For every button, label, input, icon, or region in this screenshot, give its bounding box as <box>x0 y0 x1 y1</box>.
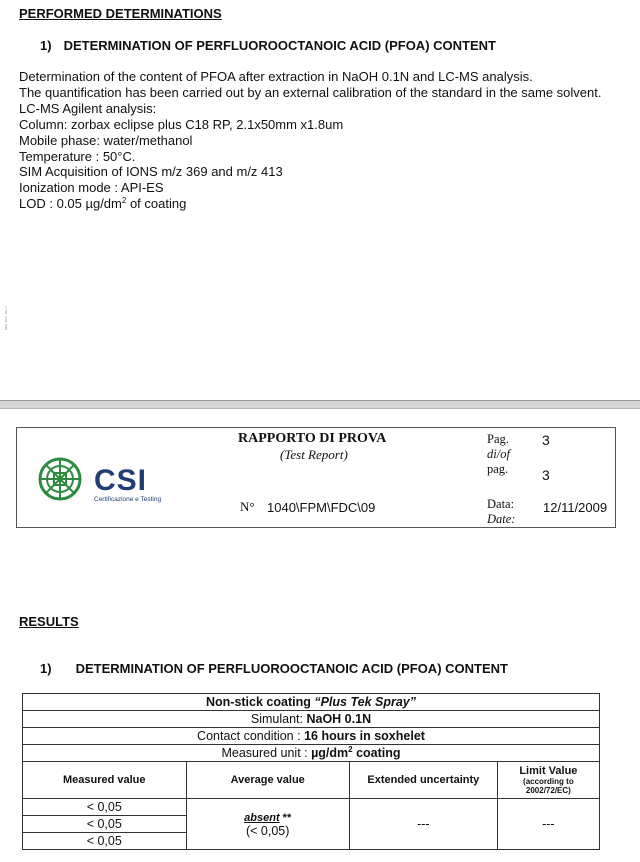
table-row <box>23 711 600 728</box>
report-title: RAPPORTO DI PROVA <box>238 431 387 446</box>
method-line: Determination of the content of PFOA after extraction in NaOH 0.1N and LC-MS analysis. <box>19 69 533 84</box>
table-row <box>23 799 600 850</box>
method-line: Ionization mode : API-ES <box>19 180 164 196</box>
method-description <box>19 69 609 212</box>
results-table <box>22 693 600 850</box>
limit-title: Limit Value <box>519 765 578 777</box>
footnote-marker: ** <box>279 812 292 824</box>
table-row <box>23 728 600 745</box>
average-value-cell <box>186 799 349 850</box>
form-code: Mod. 7/12 - Rev 7 <box>4 306 8 330</box>
report-number-label: N° <box>240 499 255 514</box>
column-header: Extended uncertainty <box>349 762 497 799</box>
report-subtitle: (Test Report) <box>280 447 348 462</box>
column-header: Average value <box>186 762 349 799</box>
unit-cell <box>23 745 600 762</box>
lod-text: LOD : 0.05 µg/dm <box>19 196 122 212</box>
page-labels <box>487 432 510 477</box>
method-line: Mobile phase: water/methanol <box>19 132 193 148</box>
lod-suffix: of coating <box>126 196 187 212</box>
results-subheading <box>40 661 508 676</box>
limit-subtitle: 2002/72/EC) <box>525 786 571 795</box>
uncertainty-cell: --- <box>349 799 497 850</box>
date-labels <box>487 497 515 527</box>
unit-label: Measured unit : <box>221 745 312 760</box>
lod-superscript: 2 <box>121 196 127 206</box>
table-header-row <box>23 762 600 799</box>
column-header: Measured value <box>23 762 187 799</box>
date-label: Date: <box>487 512 516 526</box>
unit-value: µg/dm <box>311 745 349 760</box>
page-separator <box>0 400 640 409</box>
section-subheading <box>40 38 496 53</box>
results-heading: RESULTS <box>19 614 79 629</box>
logo-wordmark: CSI <box>94 464 148 497</box>
average-value: (< 0,05) <box>245 824 290 838</box>
product-name: “Plus Tek Spray” <box>314 694 416 709</box>
measured-values-cell <box>23 799 187 850</box>
di-of-label: di/of <box>487 447 510 461</box>
report-date: 12/11/2009 <box>543 500 608 515</box>
csi-logo-icon <box>38 457 82 501</box>
data-label: Data: <box>487 497 515 511</box>
logo-tagline: Certificazione e Testing <box>94 496 162 503</box>
unit-superscript: 2 <box>348 744 353 754</box>
measured-value: < 0,05 <box>23 799 186 816</box>
section-number: 1) <box>40 38 52 53</box>
method-line: Column: zorbax eclipse plus C18 RP, 2.1x50mm x1.8um <box>19 116 344 132</box>
method-line: The quantification has been carried out by an external calibration of the standard in the same solvent. <box>19 84 602 100</box>
measured-value: < 0,05 <box>86 834 122 848</box>
section-heading: PERFORMED DETERMINATIONS <box>19 6 222 21</box>
table-row <box>23 694 600 711</box>
table-row <box>23 745 600 762</box>
contact-label: Contact condition : <box>197 728 305 743</box>
lod-line <box>19 196 609 212</box>
page-total: 3 <box>542 467 550 483</box>
section-title: DETERMINATION OF PERFLUOROOCTANOIC ACID (PFOA) CONTENT <box>63 38 496 53</box>
limit-header <box>497 762 599 799</box>
limit-subtitle: (according to <box>523 777 574 786</box>
simulant-cell <box>23 711 600 728</box>
pag-label: Pag. <box>487 432 509 446</box>
method-line: SIM Acquisition of IONS m/z 369 and m/z 413 <box>19 164 283 180</box>
results-number: 1) <box>40 661 52 676</box>
measured-value: < 0,05 <box>23 816 186 833</box>
limit-cell: --- <box>497 799 599 850</box>
report-number: 1040\FPM\FDC\09 <box>267 500 376 515</box>
method-line: Temperature : 50°C. <box>19 148 136 164</box>
product-label: Non-stick coating <box>205 694 315 709</box>
method-line: LC-MS Agilent analysis: <box>19 100 157 116</box>
simulant-value: NaOH 0.1N <box>306 711 372 726</box>
simulant-label: Simulant: <box>250 711 307 726</box>
unit-suffix: coating <box>352 745 401 760</box>
page-number: 3 <box>542 432 550 448</box>
product-cell <box>23 694 600 711</box>
contact-value: 16 hours in soxhelet <box>304 728 425 743</box>
absent-label: absent <box>244 812 280 824</box>
pag-label-2: pag. <box>487 462 509 476</box>
contact-cell <box>23 728 600 745</box>
results-title: DETERMINATION OF PERFLUOROOCTANOIC ACID (PFOA) CONTENT <box>75 661 508 676</box>
